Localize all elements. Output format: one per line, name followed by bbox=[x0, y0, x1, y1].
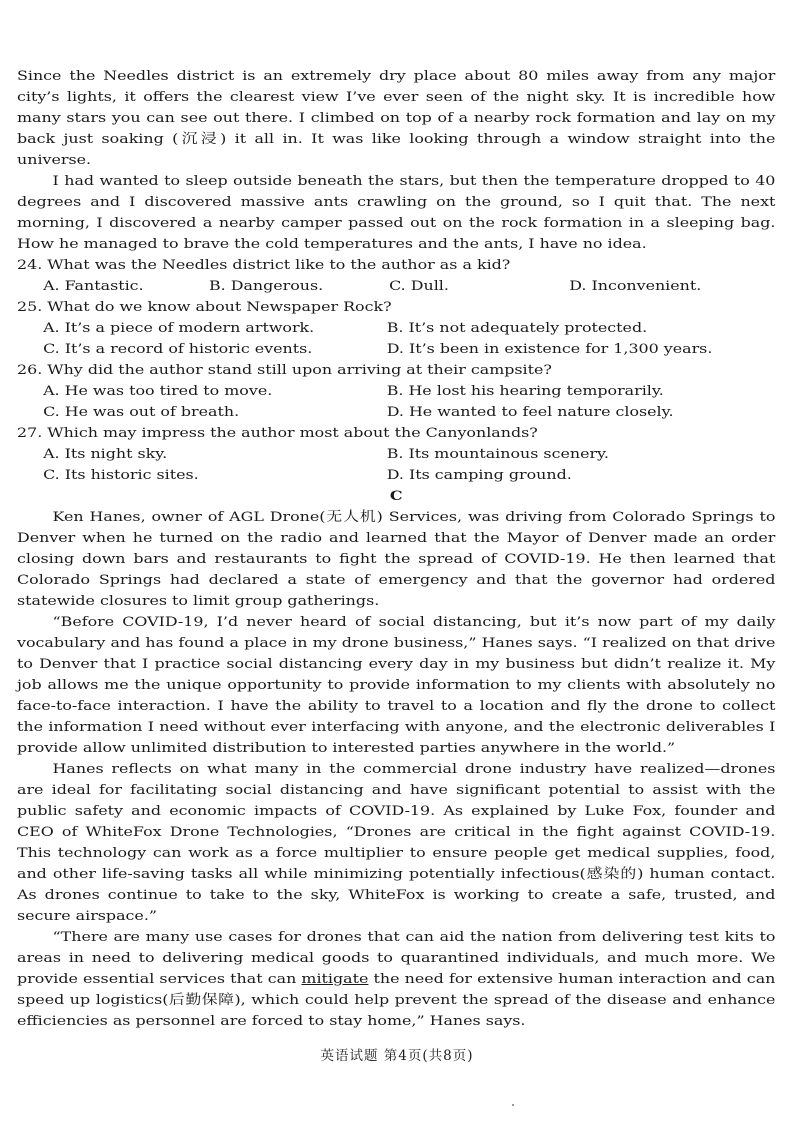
question-stem: 24. What was the Needles district like to the author as a kid? bbox=[17, 258, 511, 273]
option-d[interactable]: D. Its camping ground. bbox=[386, 468, 572, 483]
option-list bbox=[43, 276, 775, 297]
option-list bbox=[43, 444, 775, 486]
option-b[interactable]: B. He lost his hearing temporarily. bbox=[386, 384, 664, 399]
passage-c-paragraph bbox=[17, 927, 775, 1032]
option-a[interactable]: A. Fantastic. bbox=[43, 279, 144, 294]
option-c[interactable]: C. He was out of breath. bbox=[43, 405, 240, 420]
option-list bbox=[43, 381, 775, 423]
option-b[interactable]: B. Its mountainous scenery. bbox=[386, 447, 609, 462]
option-d[interactable]: D. Inconvenient. bbox=[569, 279, 702, 294]
question-26 bbox=[17, 360, 775, 423]
underlined-word: mitigate bbox=[301, 972, 369, 987]
option-d[interactable]: D. He wanted to feel nature closely. bbox=[386, 405, 674, 420]
passage-c-paragraph: “Before COVID-19, I’d never heard of social distancing, but it’s now part of my daily vocabulary and has found a place in my drone business,” Hanes says. “I realized on that drive to Denver that I practice social distancing every day in my business but didn’t realize it. My job allows me the unique opportunity to provide information to my clients with absolutely no face-to-face interaction. I have the ability to travel to a location and fly the drone to collect the information I need without ever interfacing with anyone, and the electronic deliverables I provide allow unlimited distribution to interested parties anywhere in the world.” bbox=[17, 615, 776, 756]
option-b[interactable]: B. It’s not adequately protected. bbox=[386, 321, 648, 336]
page-footer: 英语试题 第4页(共8页) bbox=[320, 1048, 474, 1064]
option-c[interactable]: C. It’s a record of historic events. bbox=[43, 342, 313, 357]
question-24 bbox=[17, 255, 775, 297]
page-body bbox=[17, 66, 775, 1032]
paragraph-text: the need for extensive human interaction and can speed up logistics(后勤保障), which could help prevent the spread of the disease and enhance efficiencies as personnel are forced to stay home,” Hanes says. bbox=[17, 972, 776, 1029]
option-a[interactable]: A. It’s a piece of modern artwork. bbox=[43, 321, 315, 336]
passage-c-paragraph: Ken Hanes, owner of AGL Drone(无人机) Services, was driving from Colorado Springs to Denver when he turned on the radio and learned that the Mayor of Denver made an order closing down bars and restaurants to fight the spread of COVID-19. He then learned that Colorado Springs had declared a state of emergency and that the governor had ordered statewide closures to limit group gatherings. bbox=[17, 510, 776, 609]
option-a[interactable]: A. Its night sky. bbox=[43, 447, 168, 462]
question-stem: 26. Why did the author stand still upon arriving at their campsite? bbox=[17, 363, 552, 378]
scan-speck bbox=[512, 1104, 514, 1106]
question-stem: 27. Which may impress the author most about the Canyonlands? bbox=[17, 426, 538, 441]
question-stem: 25. What do we know about Newspaper Rock? bbox=[17, 300, 392, 315]
option-b[interactable]: B. Dangerous. bbox=[208, 279, 324, 294]
option-a[interactable]: A. He was too tired to move. bbox=[43, 384, 273, 399]
passage-b-paragraph: Since the Needles district is an extremely dry place about 80 miles away from any major city’s lights, it offers the clearest view I’ve ever seen of the night sky. It is incredible how many stars you can see out there. I climbed on top of a nearby rock formation and lay on my back just soaking (沉浸) it all in. It was like looking through a window straight into the universe. bbox=[17, 69, 776, 168]
option-c[interactable]: C. Its historic sites. bbox=[43, 468, 199, 483]
section-c-heading: C bbox=[389, 488, 403, 504]
paragraph-text: “There are many use cases for drones that can aid the nation from delivering test kits to areas in need to delivering medical goods to quarantined individuals, and much more. We provide essential services that can bbox=[17, 930, 776, 987]
passage-b-paragraph: I had wanted to sleep outside beneath the stars, but then the temperature dropped to 40 degrees and I discovered massive ants crawling on the ground, so I quit that. The next morning, I discovered a nearby camper passed out on the rock formation in a sleeping bag. How he managed to brave the cold temperatures and the ants, I have no idea. bbox=[17, 174, 776, 252]
option-list bbox=[43, 318, 775, 360]
option-d[interactable]: D. It’s been in existence for 1,300 years. bbox=[386, 342, 713, 357]
option-c[interactable]: C. Dull. bbox=[389, 279, 449, 294]
passage-c-paragraph: Hanes reflects on what many in the commercial drone industry have realized—drones are ideal for facilitating social distancing and have significant potential to assist with the public safety and economic impacts of COVID-19. As explained by Luke Fox, founder and CEO of WhiteFox Drone Technologies, “Drones are critical in the fight against COVID-19. This technology can work as a force multiplier to ensure people get medical supplies, food, and other life-saving tasks all while minimizing potentially infectious(感染的) human contact. As drones continue to take to the sky, WhiteFox is working to create a safe, trusted, and secure airspace.” bbox=[17, 762, 776, 924]
question-25 bbox=[17, 297, 775, 360]
question-27 bbox=[17, 423, 775, 486]
